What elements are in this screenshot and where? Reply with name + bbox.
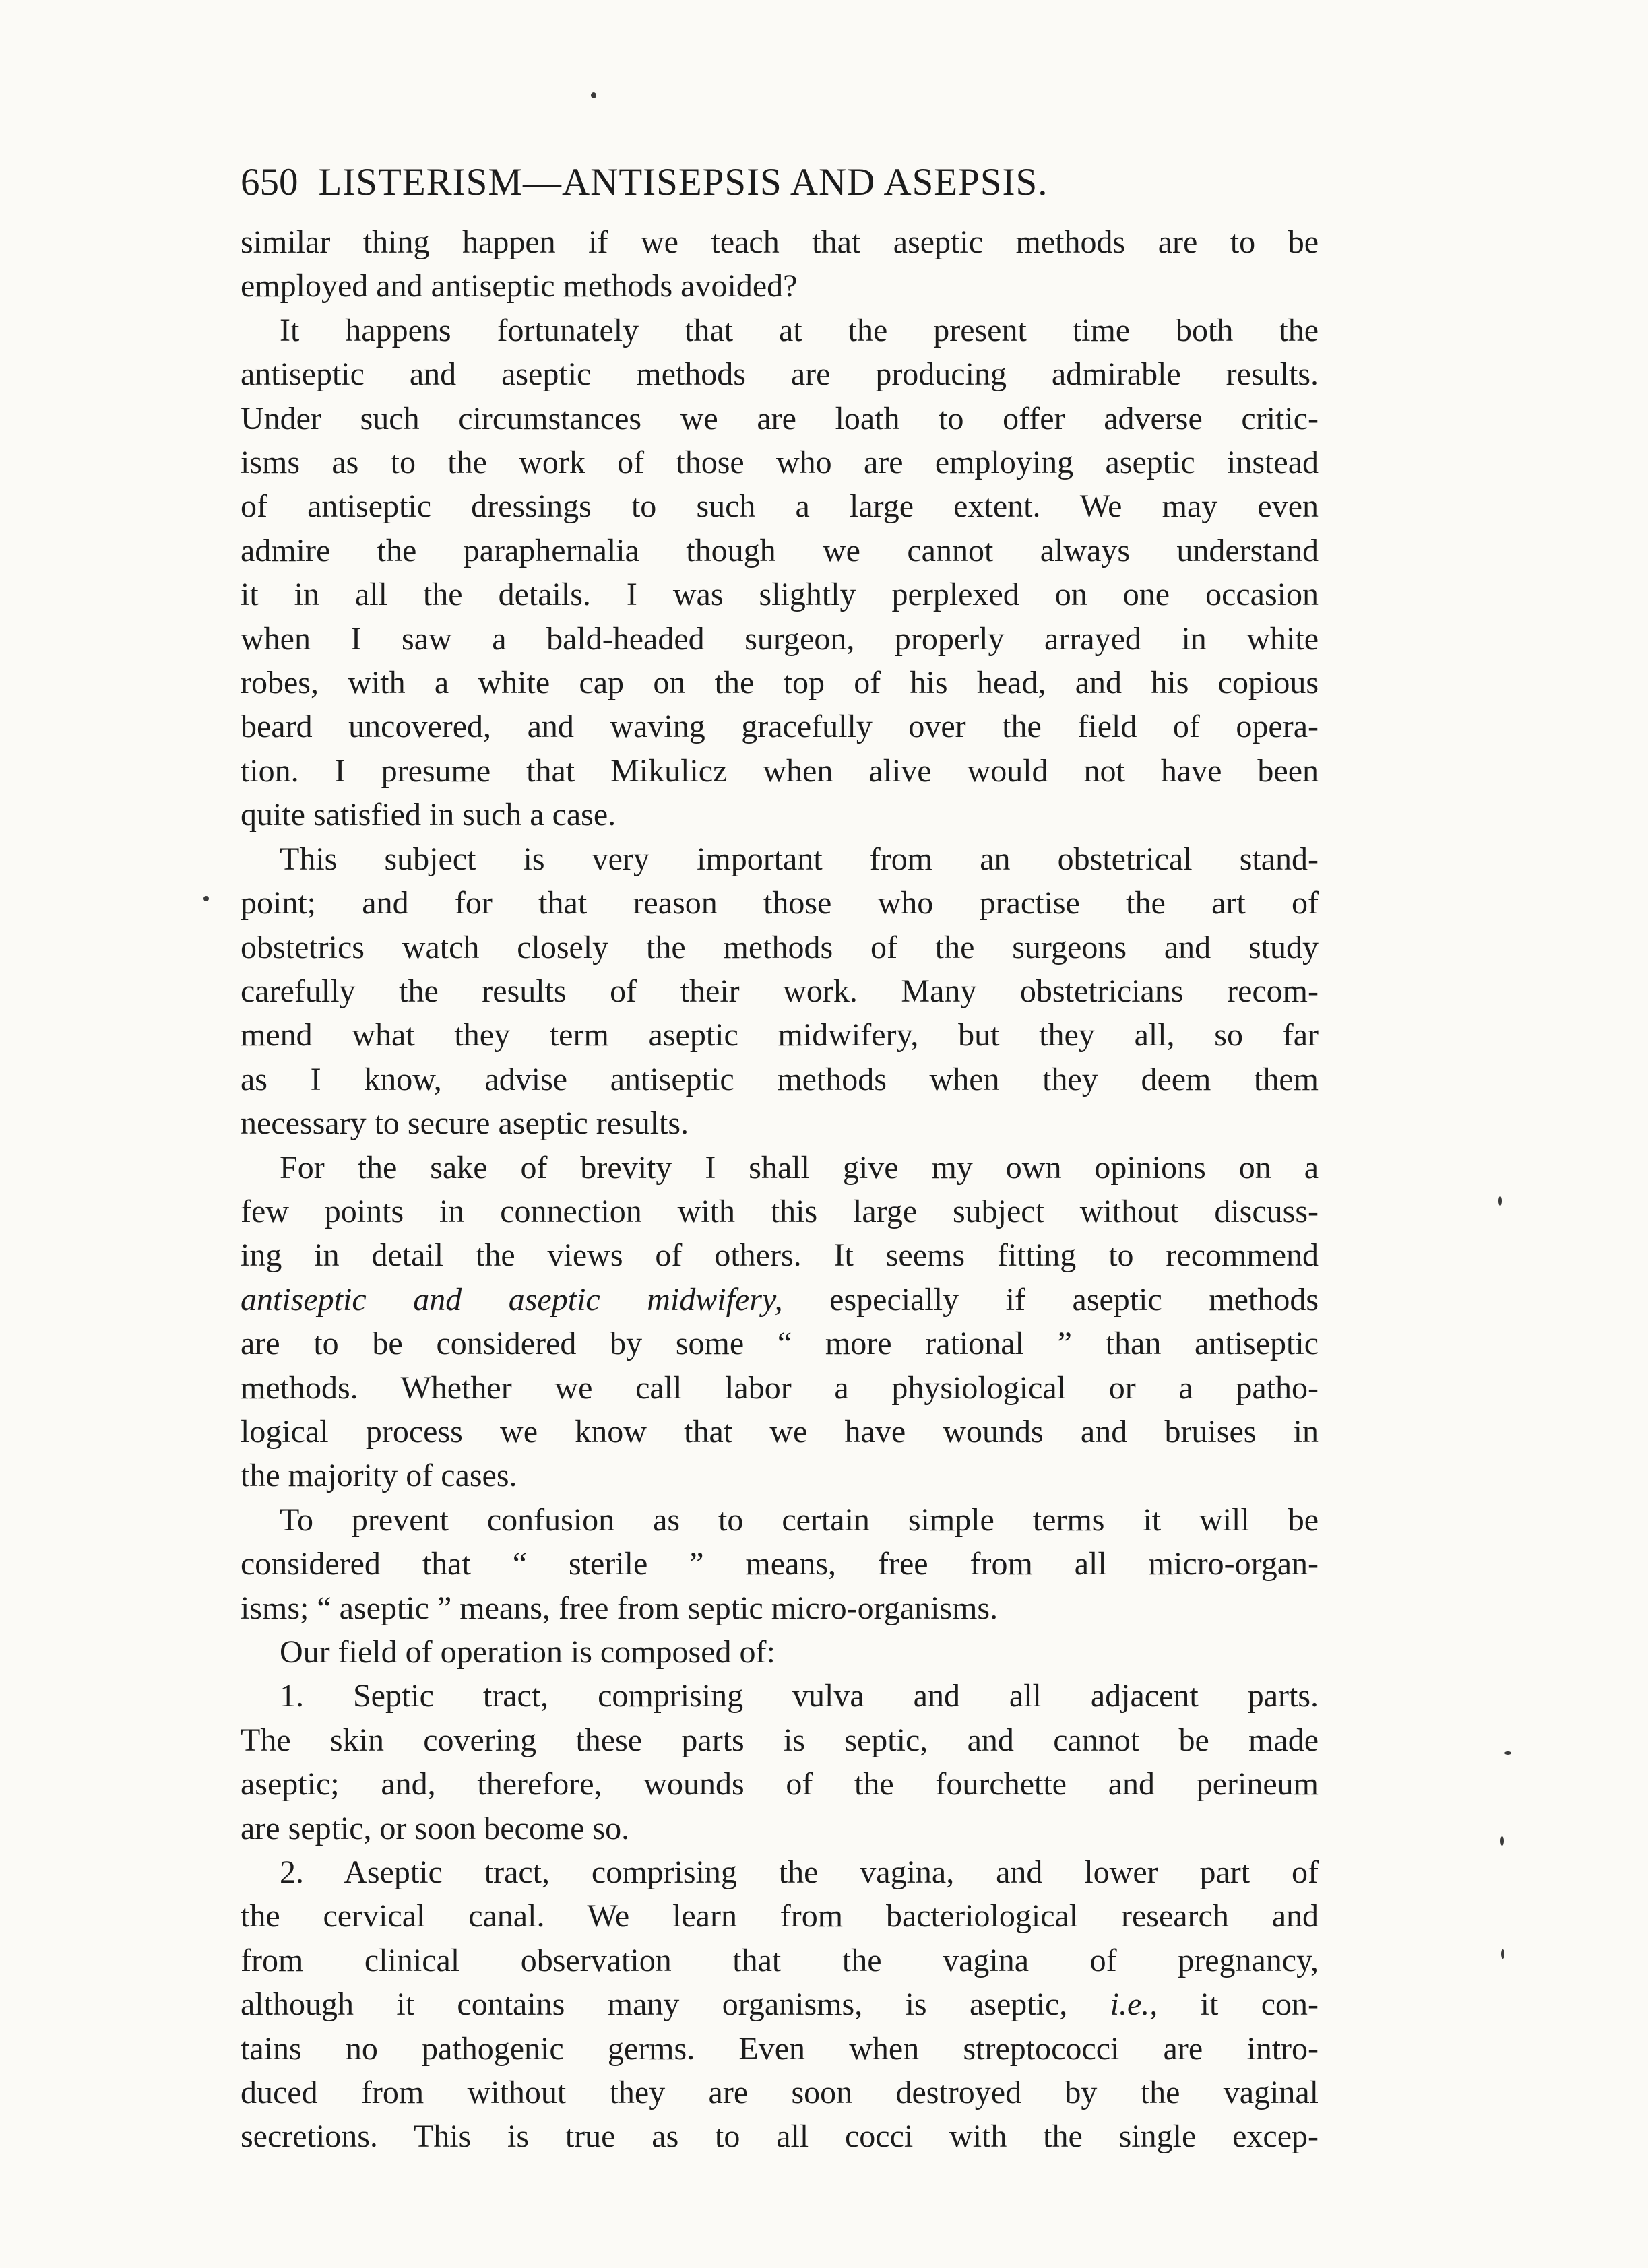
paragraph [241,220,1319,309]
text-line: admire the paraphernalia though we cannot always understand [241,532,1319,569]
text-line: are to be considered by some “ more rational ” than antiseptic [241,1326,1319,1362]
text-line: isms as to the work of those who are employing aseptic instead [241,445,1319,481]
page-body [241,160,1319,2159]
text-line: Under such circumstances we are loath to offer adverse critic- [241,400,1319,436]
text-line: ing in detail the views of others. It seems fitting to recommend [241,1237,1319,1274]
text-line: quite satisfied in such a case. [241,797,616,833]
text-line: 1. Septic tract, comprising vulva and all adjacent parts. [280,1678,1319,1714]
paragraph [241,1498,1319,1630]
text-line: of antiseptic dressings to such a large extent. We may even [241,488,1319,525]
text-line: when I saw a bald-headed surgeon, properly arrayed in white [241,620,1319,657]
text-line: tains no pathogenic germs. Even when streptococci are intro- [241,2030,1319,2067]
italic-phrase: i.e., [1110,1986,1158,2023]
text-line: aseptic; and, therefore, wounds of the fourchette and perineum [241,1766,1319,1803]
ink-speck [1504,1751,1511,1755]
text-line: logical process we know that we have wounds and bruises in [241,1413,1319,1450]
text-line: duced from without they are soon destroyed by the vaginal [241,2075,1319,2111]
text-line: methods. Whether we call labor a physiological or a patho- [241,1369,1319,1406]
text-line: secretions. This is true as to all cocci with the single excep- [241,2118,1319,2155]
text-line: 2. Aseptic tract, comprising the vagina, and lower part of [280,1854,1319,1891]
text-line: necessary to secure aseptic results. [241,1105,689,1142]
text-line: isms; “ aseptic ” means, free from septic micro-organisms. [241,1590,999,1626]
text-line: This subject is very important from an obstetrical stand- [280,841,1319,877]
running-title: LISTERISM—ANTISEPSIS AND ASEPSIS. [318,161,1048,203]
text-line: although it contains many organisms, is aseptic, i.e., it con- [241,1986,1319,2023]
italic-phrase: antiseptic and aseptic midwifery, [241,1281,783,1318]
text-line: It happens fortunately that at the present time both the [280,312,1319,348]
text-line: The skin covering these parts is septic, and cannot be made [241,1722,1319,1758]
text-line: For the sake of brevity I shall give my own opinions on a [280,1149,1319,1186]
text-line: carefully the results of their work. Many obstetricians recom- [241,973,1319,1009]
ink-speck [203,896,209,901]
text-line: Our field of operation is composed of: [280,1634,775,1670]
text-line: point; and for that reason those who practise the art of [241,885,1319,921]
paragraph [241,309,1319,837]
paragraph [241,1630,1319,1674]
text-line: considered that “ sterile ” means, free from all micro-organ- [241,1546,1319,1582]
text-line: tion. I presume that Mikulicz when alive would not have been [241,752,1319,789]
text-line: robes, with a white cap on the top of his head, and his copious [241,665,1319,701]
paragraph [241,1850,1319,2159]
running-head [241,160,1319,204]
ink-speck [1501,1949,1504,1959]
text-line: it in all the details. I was slightly perplexed on one occasion [241,577,1319,613]
text-line: To prevent confusion as to certain simple terms it will be [280,1501,1319,1538]
text-line: similar thing happen if we teach that aseptic methods are to be [241,224,1319,260]
text-line: as I know, advise antiseptic methods when they deem them [241,1061,1319,1097]
paragraph [241,1674,1319,1850]
text-line: employed and antiseptic methods avoided? [241,268,798,304]
text-line: the majority of cases. [241,1458,517,1494]
text-line: antiseptic and aseptic midwifery, especially if aseptic methods [241,1281,1319,1318]
text-line: antiseptic and aseptic methods are producing admirable results. [241,356,1319,393]
text-line: beard uncovered, and waving gracefully over the field of opera- [241,709,1319,745]
ink-speck [1498,1196,1502,1206]
paragraph [241,1146,1319,1498]
text-line: are septic, or soon become so. [241,1810,630,1846]
ink-speck [1500,1836,1504,1846]
text-line: from clinical observation that the vagina of pregnancy, [241,1942,1319,1978]
text-line: the cervical canal. We learn from bacteriological research and [241,1898,1319,1935]
text-line: obstetrics watch closely the methods of the surgeons and study [241,929,1319,965]
text-line: few points in connection with this large subject without discuss- [241,1193,1319,1229]
paragraph [241,837,1319,1146]
ink-speck [591,92,596,98]
text-line: mend what they term aseptic midwifery, but they all, so far [241,1017,1319,1054]
page-number: 650 [241,161,298,203]
